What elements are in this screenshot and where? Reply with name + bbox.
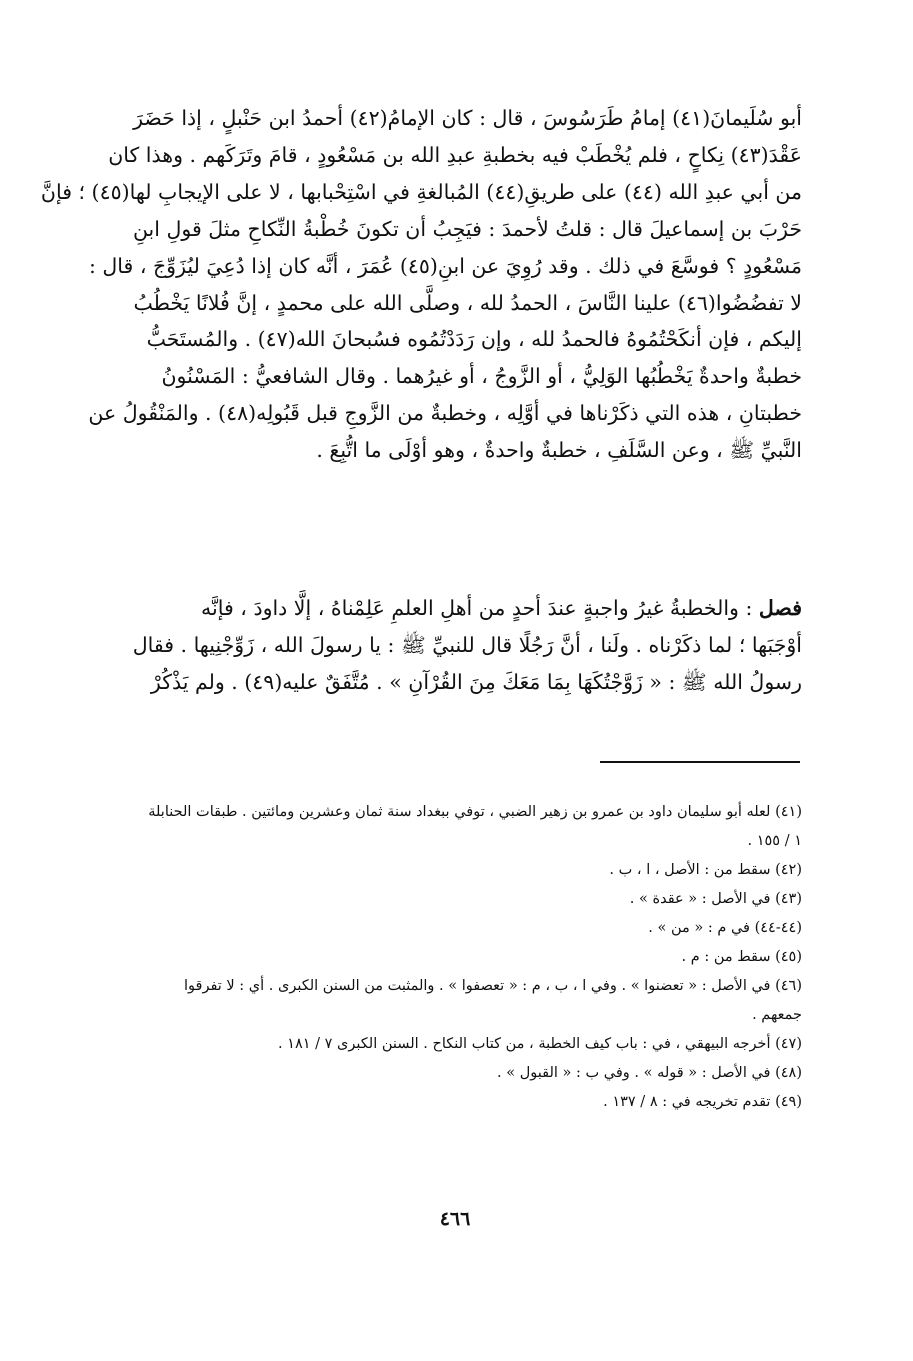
footnote: (٤٢) سقط من : الأصل ، ا ، ب . bbox=[609, 862, 802, 878]
text-line: حَرْبَ بن إسماعيلَ قال : قلتُ لأحمدَ : فيَجِبُ أن تكونَ خُطْبةُ النِّكاحِ مثلَ قولِ ابنِ bbox=[132, 216, 802, 241]
footnote: (٤٦) في الأصل : « تعضنوا » . وفي ا ، ب ، م : « تعصفوا » . والمثبت من السنن الكبرى . أي : لا تفرقوا bbox=[184, 978, 802, 994]
footnote: (٤١) لعله أبو سليمان داود بن عمرو بن زهير الضبي ، توفي ببغداد سنة ثمان وعشرين ومائتين . طبقات الحنابلة bbox=[148, 804, 802, 820]
text-line bbox=[112, 590, 802, 627]
footnote: (٤٥) سقط من : م . bbox=[681, 949, 802, 965]
footnote: (٤٤-٤٤) في م : « من » . bbox=[648, 920, 802, 936]
text-line: النَّبيِّ ﷺ ، وعن السَّلَفِ ، خطبةٌ واحدةٌ ، وهو أوْلَى ما اتُّبِعَ . bbox=[316, 438, 802, 463]
text-line: عَقْدَ(٤٣) نِكاحٍ ، فلم يُخْطَبْ فيه بخطبةِ عبدِ الله بن مَسْعُودٍ ، قامَ وتَرَكَهم . وهذا كان bbox=[108, 142, 802, 167]
text-line: مَسْعُودٍ ؟ فوسَّعَ في ذلك . وقد رُوِيَ عن ابنِ(٤٥) عُمَرَ ، أنَّه كان إذا دُعِيَ ليُزَوِّجَ ، قال : bbox=[88, 253, 802, 278]
footnote-continuation: ١ / ١٥٥ . bbox=[747, 833, 802, 849]
footnote: (٤٨) في الأصل : « قوله » . وفي ب : « القبول » . bbox=[497, 1065, 802, 1081]
section-heading: فصل bbox=[758, 596, 802, 620]
text-line: خطبتانِ ، هذه التي ذكَرْناها في أوَّلِه ، وخطبةٌ من الزَّوجِ قبل قَبُولِه(٤٨) . والمَنْقُولُ عن bbox=[88, 401, 802, 426]
footnote-continuation: جمعهم . bbox=[752, 1007, 802, 1023]
section-fasl bbox=[112, 590, 802, 701]
text-line: أبو سُلَيمانَ(٤١) إمامُ طَرَسُوسَ ، قال : كان الإمامُ(٤٢) أحمدُ ابن حَنْبلٍ ، إذا حَضَرَ bbox=[133, 106, 802, 130]
text-line: خطبةٌ واحدةٌ يَخْطُبُها الوَلِيُّ ، أو الزَّوجُ ، أو غيرُهما . وقال الشافعيُّ : المَسْنُونُ bbox=[161, 364, 802, 389]
text-line: إليكم ، فإن أنكَحْتُمُوهُ فالحمدُ لله ، وإن رَدَدْتُمُوه فسُبحانَ الله(٤٧) . والمُستَحَبُّ bbox=[146, 327, 802, 352]
main-text bbox=[40, 100, 802, 469]
footnote: (٤٩) تقدم تخريجه في : ٨ / ١٣٧ . bbox=[603, 1094, 802, 1110]
page-number: ٤٦٦ bbox=[439, 1208, 471, 1230]
footnote: (٤٧) أخرجه البيهقي ، في : باب كيف الخطبة ، من كتاب النكاح . السنن الكبرى ٧ / ١٨١ . bbox=[277, 1036, 802, 1052]
footnotes bbox=[112, 798, 802, 1117]
text-line: لا تفضُضُوا(٤٦) علينا النَّاسَ ، الحمدُ لله ، وصلَّى الله على محمدٍ ، إنَّ فُلانًا يَخْطُبُ bbox=[133, 290, 802, 315]
text-line: من أبي عبدِ الله (٤٤) على طريقِ(٤٤) المُبالغةِ في اسْتِحْبابها ، لا على الإيجابِ لها(٤٥) ؛ فإنَّ bbox=[40, 179, 802, 204]
text-line: أوْجَبَها ؛ لما ذكَرْناه . ولَنا ، أنَّ رَجُلًا قال للنبيِّ ﷺ : يا رسولَ الله ، زَوِّجْنِيها . فقال bbox=[132, 632, 802, 657]
text-line: رسولُ الله ﷺ : « زَوَّجْتُكَهَا بِمَا مَعَكَ مِنَ القُرْآنِ » . مُتَّفَقٌ عليه(٤٩) . ولم يَذْكُرْ bbox=[150, 669, 802, 694]
footnote-divider bbox=[600, 761, 800, 763]
footnote: (٤٣) في الأصل : « عقدة » . bbox=[629, 891, 802, 907]
section-first-line: : والخطبةُ غيرُ واجبةٍ عندَ أحدٍ من أهلِ العلمِ عَلِمْناهُ ، إلَّا داودَ ، فإنَّه bbox=[201, 596, 753, 620]
